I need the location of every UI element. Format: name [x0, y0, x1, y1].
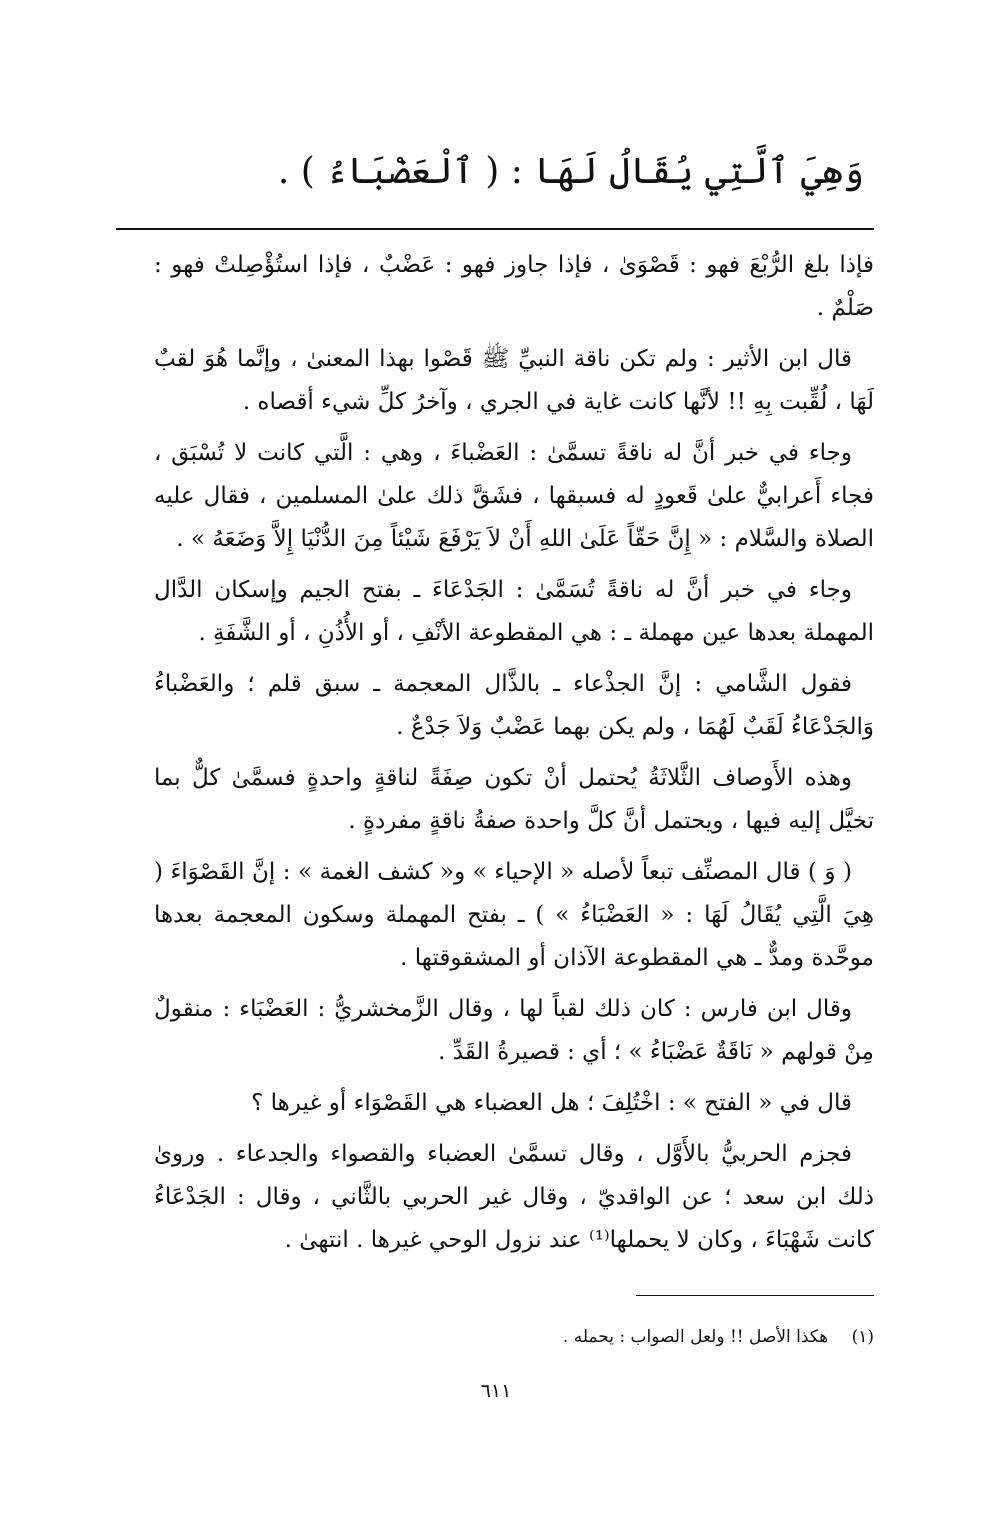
- footnote-separator-rule: [636, 1295, 874, 1296]
- commentary-body: [154, 244, 874, 1270]
- paragraph-9: قال في « الفتح » : اخْتُلِفَ ؛ هل العضباء هي القَصْوَاء أو غيرها ؟: [251, 1090, 852, 1116]
- page-number: ٦١١: [480, 1380, 512, 1402]
- footnote: [154, 1322, 874, 1352]
- matn-separator-rule: [116, 228, 874, 230]
- paragraph-10: فجزم الحربيُّ بالأَوَّل ، وقال تسمَّىٰ العضباء والقصواء والجدعاء . وروىٰ ذلك ابن سعد ؛ عن الواقديّ ، وقال غير الحربي بالثَّاني ، وقال : الجَدْعَاءُ كانت شَهْبَاءَ ، وكان لا يحملها⁽¹⁾ عند نزول الوحي غيرها . انتهىٰ .: [154, 1141, 874, 1253]
- paragraph-6: وهذه الأَوصاف الثَّلاثَةُ يُحتمل أنْ تكون صِفَةً لناقةٍ واحدةٍ فسمَّىٰ كلٌّ بما تخيَّل إليه فيها ، ويحتمل أنَّ كلَّ واحدة صفةُ ناقةٍ مفردةٍ .: [154, 765, 874, 834]
- paragraph-4: وجاء في خبر أنَّ له ناقةً تُسَمَّىٰ : الجَدْعَاءَ ـ بفتح الجيم وإسكان الدَّال المهملة بعدها عين مهملة ـ : هي المقطوعة الأنْفِ ، أو الأُذُنِ ، أو الشَّفَةِ .: [154, 577, 874, 646]
- paragraph-2: قال ابن الأثير : ولم تكن ناقة النبيِّ ﷺ قَصْوا بهذا المعنىٰ ، وإنَّما هُوَ لقبٌ لَهَا ، لُقِّبت بِهِ !! لأنَّها كانت غاية في الجري ، وآخرُ كلِّ شيء أقصاه .: [154, 346, 874, 415]
- paragraph-3: وجاء في خبر أنَّ له ناقةً تسمَّىٰ : العَضْباءَ ، وهي : الَّتي كانت لا تُسْبَق ، فجاء أَعرابيٌّ علىٰ قَعودٍ له فسبقها ، فشَقَّ ذلك علىٰ المسلمين ، فقال عليه الصلاة والسَّلام : « إِنَّ حَقّاً عَلَىٰ اللهِ أَنْ لاَ يَرْفَعَ شَيْئاً مِنَ الدُّنْيَا إِلاَّ وَضَعَهُ » .: [154, 440, 874, 552]
- paragraph-1: فإذا بلغ الرُّبْعَ فهو : قَصْوَىٰ ، فإذا جاوز فهو : عَضْبٌ ، فإذا استُؤْصِلتْ فهو : صَلْمٌ .: [154, 252, 874, 321]
- matn-heading: وَهِيَ ٱلَّتِي يُقَالُ لَهَا : ( ٱلْعَضْبَاءُ ) .: [277, 151, 864, 192]
- paragraph-8: وقال ابن فارس : كان ذلك لقباً لها ، وقال الزَّمخشريُّ : العَضْبَاء : منقولٌ مِنْ قولهم « نَاقَةٌ عَضْبَاءُ » ؛ أي : قصيرةُ القَدِّ .: [154, 996, 874, 1065]
- paragraph-5: فقول الشَّامي : إنَّ الجذْعاء ـ بالذَّال المعجمة ـ سبق قلم ؛ والعَضْباءُ وَالجَدْعَاءُ لَقَبٌ لَهُمَا ، ولم يكن بهما عَضْبٌ وَلاَ جَدْعٌ .: [154, 671, 874, 740]
- paragraph-7: ( وَ ) قال المصنِّف تبعاً لأصله « الإحياء » و« كشف الغمة » : إنَّ القَصْوَاءَ ( هِيَ الَّتِي يُقَالُ لَهَا : « العَضْبَاءُ » ) ـ بفتح المهملة وسكون المعجمة بعدها موحَّدة ومدٌّ ـ هي المقطوعة الآذان أو المشقوقتها .: [154, 859, 874, 971]
- footnote-number: (١): [851, 1327, 874, 1347]
- footnote-text: هكذا الأصل !! ولعل الصواب : يحمله .: [562, 1327, 829, 1347]
